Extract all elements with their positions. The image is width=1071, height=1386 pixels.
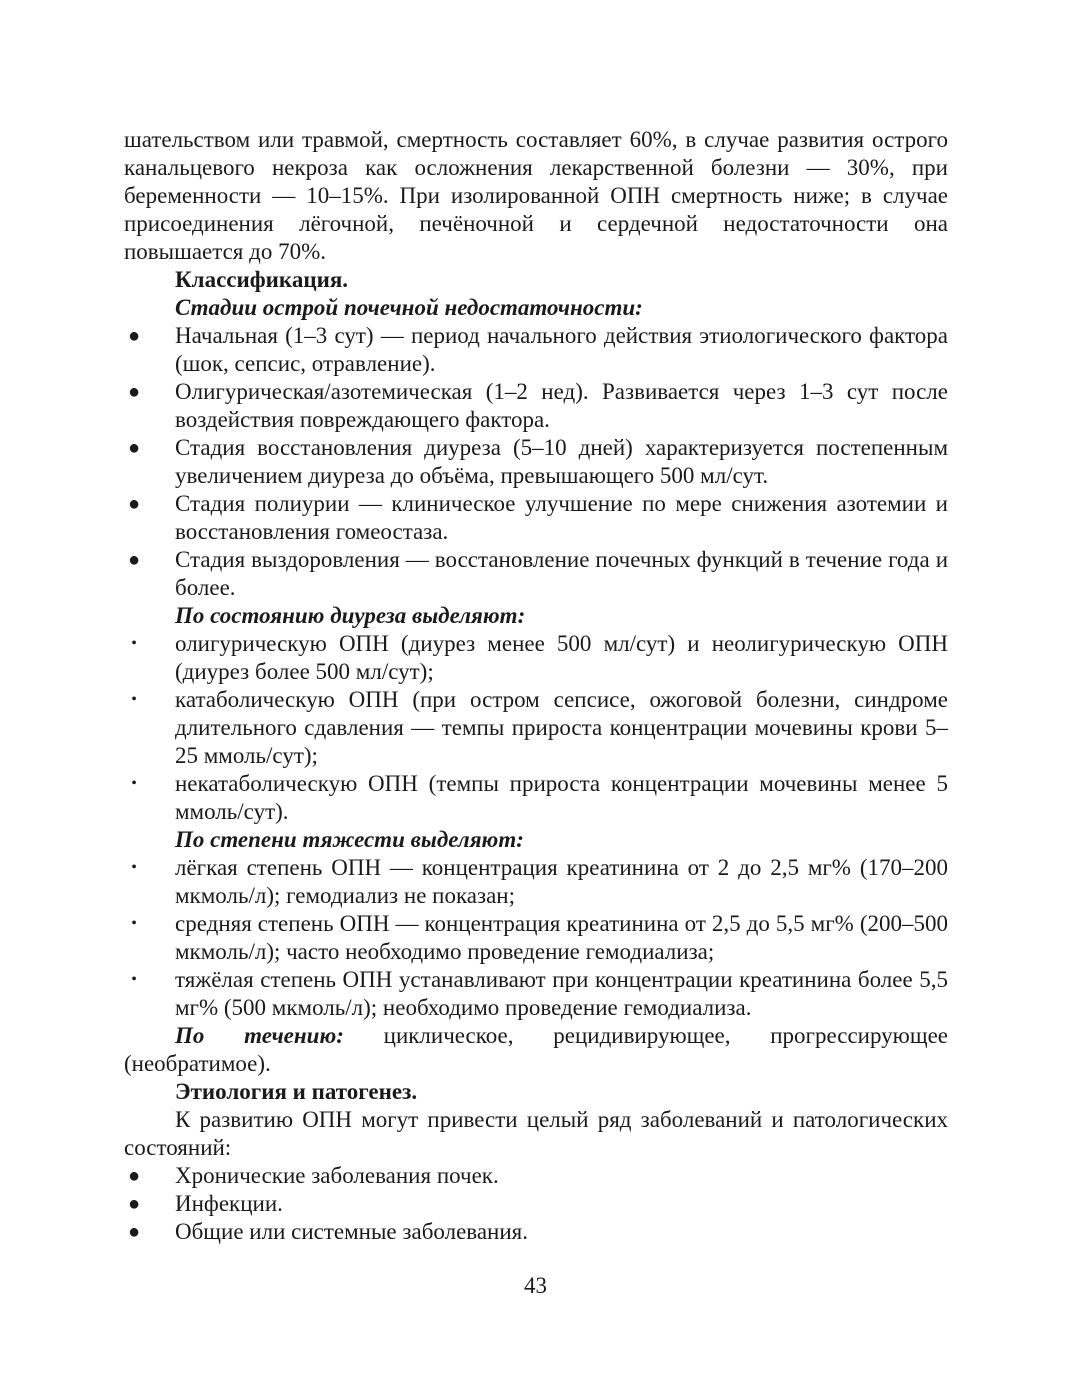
list-item-text: Стадия выздоровления — восстановление почечных функций в течение года и более. xyxy=(175,547,948,600)
list-item xyxy=(124,1218,948,1246)
diuresis-heading: По состоянию диуреза выделяют: xyxy=(175,603,526,628)
severity-heading: По степени тяжести выделяют: xyxy=(175,827,524,852)
bullet-icon: • xyxy=(131,859,137,876)
list-item-text: Стадия полиурии — клиническое улучшение по мере снижения азотемии и восстановления гомеостаза. xyxy=(175,491,948,544)
bullet-icon: • xyxy=(131,691,137,708)
stages-heading: Стадии острой почечной недостаточности: xyxy=(175,295,643,320)
bullet-icon: ● xyxy=(127,437,141,459)
list-item-text: Общие или системные заболевания. xyxy=(175,1219,528,1244)
list-item xyxy=(124,966,948,1022)
list-item xyxy=(124,434,948,490)
course-label: По течению: xyxy=(175,1023,344,1048)
bullet-icon: ● xyxy=(127,325,141,347)
bullet-icon: ● xyxy=(127,493,141,515)
list-item-text: катаболическую ОПН (при остром сепсисе, ожоговой болезни, синдроме длительного сдавления — темпы прироста концентрации мочевины крови 5–25 ммоль/сут); xyxy=(175,687,948,768)
list-item xyxy=(124,910,948,966)
bullet-icon: ● xyxy=(127,1165,141,1187)
list-item xyxy=(124,322,948,378)
list-item-text: средняя степень ОПН — концентрация креатинина от 2,5 до 5,5 мг% (200–500 мкмоль/л); часто необходимо проведение гемодиализа; xyxy=(175,911,948,964)
bullet-icon: ● xyxy=(127,1193,141,1215)
etiology-paragraph: К развитию ОПН могут привести целый ряд заболеваний и патологических состояний: xyxy=(124,1107,948,1160)
list-item-text: Хронические заболевания почек. xyxy=(175,1163,499,1188)
course-text: циклическое, рецидивирующее, прогрессирующее (необратимое). xyxy=(124,1023,948,1076)
etiology-list xyxy=(124,1162,948,1246)
course-paragraph xyxy=(124,1022,948,1078)
bullet-icon: ● xyxy=(127,549,141,571)
bullet-icon: • xyxy=(131,635,137,652)
list-item-text: Стадия восстановления диуреза (5–10 дней) характеризуется постепенным увеличением диуреза до объёма, превышающего 500 мл/сут. xyxy=(175,435,948,488)
list-item xyxy=(124,1190,948,1218)
list-item-text: некатаболическую ОПН (темпы прироста концентрации мочевины менее 5 ммоль/сут). xyxy=(175,771,948,824)
list-item xyxy=(124,686,948,770)
list-item xyxy=(124,490,948,546)
list-item xyxy=(124,770,948,826)
list-item-text: лёгкая степень ОПН — концентрация креатинина от 2 до 2,5 мг% (170–200 мкмоль/л); гемодиализ не показан; xyxy=(175,855,948,908)
list-item xyxy=(124,1162,948,1190)
etiology-heading: Этиология и патогенез. xyxy=(175,1079,418,1104)
list-item-text: Начальная (1–3 сут) — период начального действия этиологического фактора (шок, сепсис, отравление). xyxy=(175,323,948,376)
list-item-text: Инфекции. xyxy=(175,1191,283,1216)
list-item-text: олигурическую ОПН (диурез менее 500 мл/сут) и неолигурическую ОПН (диурез более 500 мл/сут); xyxy=(175,631,948,684)
bullet-icon: • xyxy=(131,775,137,792)
bullet-icon: • xyxy=(131,915,137,932)
bullet-icon: ● xyxy=(127,1221,141,1243)
list-item xyxy=(124,378,948,434)
list-item-text: тяжёлая степень ОПН устанавливают при концентрации креатинина более 5,5 мг% (500 мкмоль/л); необходимо проведение гемодиализа. xyxy=(175,967,948,1020)
intro-paragraph: шательством или травмой, смертность составляет 60%, в случае развития острого канальцевого некроза как осложнения лекарственной болезни — 30%, при беременности — 10–15%. При изолированной ОПН смертность ниже; в случае присоединения лёгочной, печёночной и сердечной недостаточности она повышается до 70%. xyxy=(124,127,948,264)
bullet-icon: • xyxy=(131,971,137,988)
severity-list xyxy=(124,854,948,1022)
list-item-text: Олигурическая/азотемическая (1–2 нед). Развивается через 1–3 сут после воздействия повреждающего фактора. xyxy=(175,379,948,432)
stages-list xyxy=(124,322,948,602)
list-item xyxy=(124,546,948,602)
list-item xyxy=(124,630,948,686)
diuresis-list xyxy=(124,630,948,826)
classification-heading: Классификация. xyxy=(175,267,349,292)
page-content xyxy=(124,126,948,1246)
page-number: 43 xyxy=(524,1273,547,1298)
bullet-icon: ● xyxy=(127,381,141,403)
list-item xyxy=(124,854,948,910)
